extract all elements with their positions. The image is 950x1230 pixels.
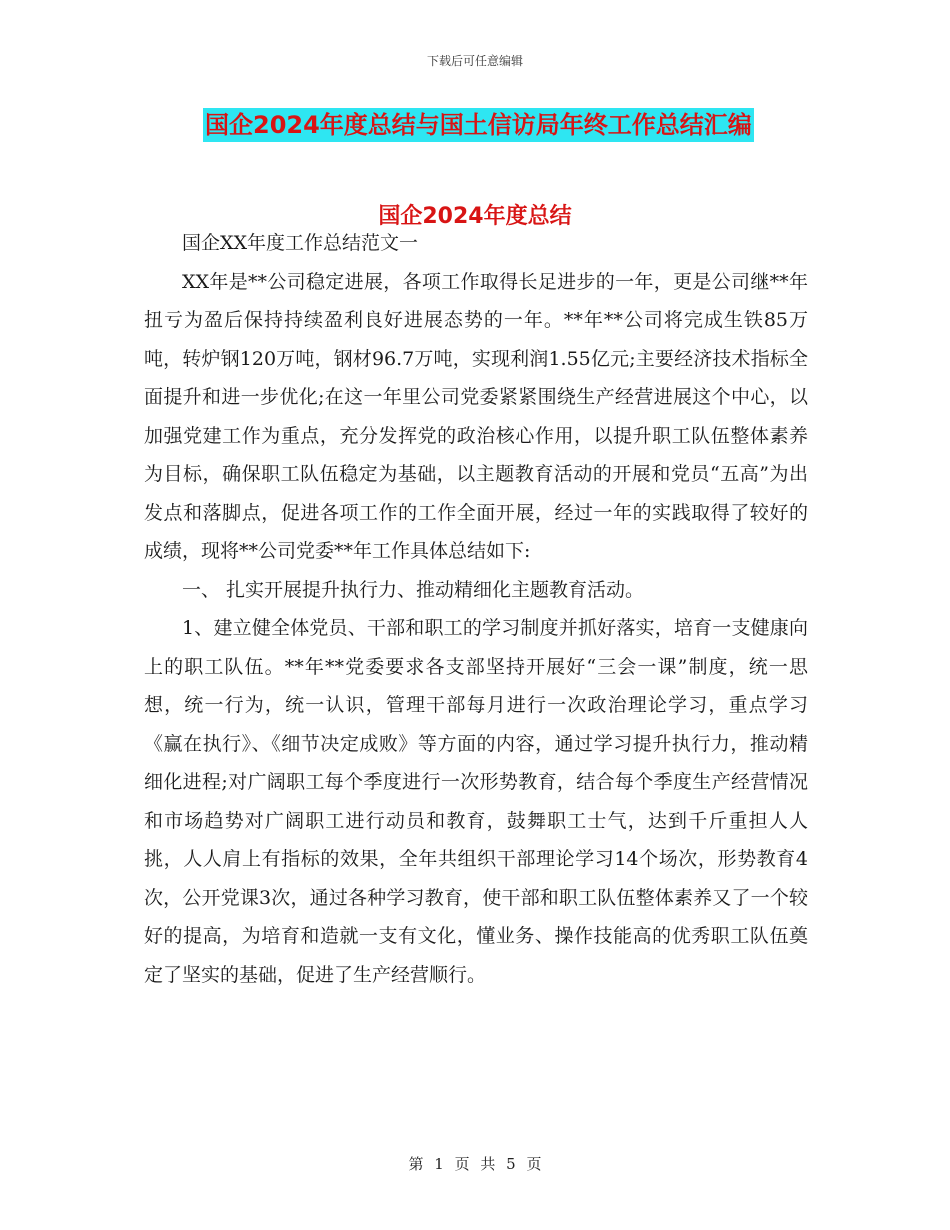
paragraph-section-one-item-one: 1、建立健全体党员、干部和职工的学习制度并抓好落实，培育一支健康向上的职工队伍。**年**党委要求各支部坚持开展好“三会一课”制度，统一思想，统一行为，统一认识，管理干部每月进行一次政治理论学习，重点学习《赢在执行》、《细节决定成败》等方面的内容，通过学习提升执行力，推动精细化进程;对广阔职工每个季度进行一次形势教育，结合每个季度生产经营情况和市场趋势对广阔职工进行动员和教育，鼓舞职工士气，达到千斤重担人人挑，人人肩上有指标的效果，全年共组织干部理论学习14个场次，形势教育4次，公开党课3次，通过各种学习教育，使干部和职工队伍整体素养又了一个较好的提高，为培育和造就一支有文化，懂业务、操作技能高的优秀职工队伍奠定了坚实的基础，促进了生产经营顺行。 [144,617,808,986]
document-body [144,224,808,994]
paragraph-intro-heading: 国企XX年度工作总结范文一 [182,232,419,254]
paragraph-overview: XX年是**公司稳定进展，各项工作取得长足进步的一年，更是公司继**年扭亏为盈后保持持续盈利良好进展态势的一年。**年**公司将完成生铁85万吨，转炉钢120万吨，钢材96.7万吨，实现利润1.55亿元;主要经济技术指标全面提升和进一步优化;在这一年里公司党委紧紧围绕生产经营进展这个中心，以加强党建工作为重点，充分发挥党的政治核心作用，以提升职工队伍整体素养为目标，确保职工队伍稳定为基础，以主题教育活动的开展和党员“五高”为出发点和落脚点，促进各项工作的工作全面开展，经过一年的实践取得了较好的成绩，现将**公司党委**年工作具体总结如下: [144,270,808,562]
page-number-footer: 第 1 页 共 5 页 [408,1155,542,1173]
section-title: 国企2024年度总结 [378,204,572,229]
header-note: 下载后可任意编辑 [426,54,523,68]
paragraph-section-one-heading: 一、 扎实开展提升执行力、推动精细化主题教育活动。 [182,578,645,601]
document-main-title: 国企2024年度总结与国土信访局年终工作总结汇编 [203,108,754,142]
